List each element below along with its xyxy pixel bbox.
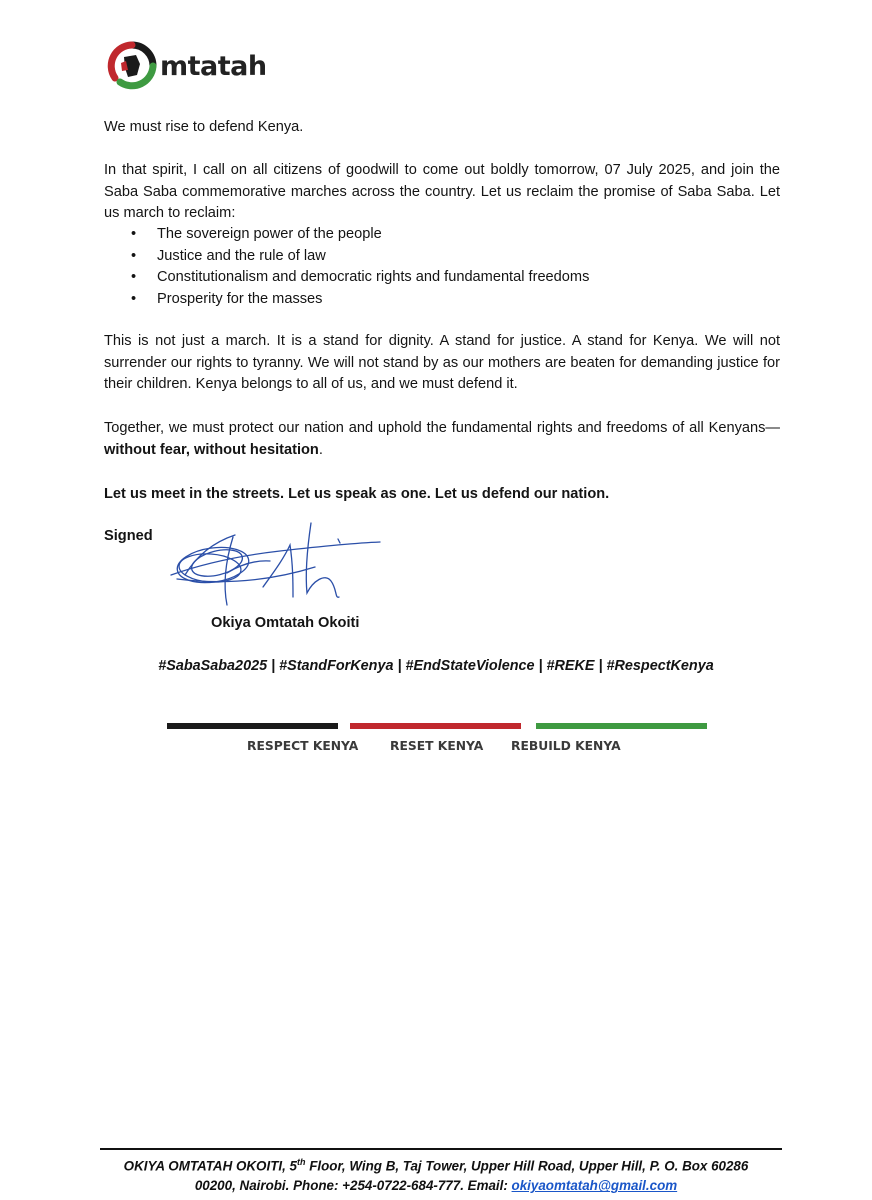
omtatah-emblem-icon: [106, 40, 158, 92]
logo-wordmark: mtatah: [160, 50, 267, 82]
list-item: • The sovereign power of the people: [104, 224, 744, 246]
footer-divider: [100, 1148, 782, 1150]
closing-line: Let us meet in the streets. Let us speak as one. Let us defend our nation.: [104, 486, 610, 502]
email-link[interactable]: okiyaomtatah@gmail.com: [511, 1178, 678, 1194]
slogan-rebuild-kenya: REBUILD KENYA: [511, 739, 621, 753]
together-paragraph: [104, 418, 780, 461]
slogan-banner: [0, 739, 872, 757]
together-text: Together, we must protect our nation and uphold the fundamental rights and freedoms of all Kenyans—: [104, 420, 780, 436]
green-stripe: [536, 723, 707, 729]
footer-line-1: [0, 1152, 872, 1176]
together-emphasis: without fear, without hesitation: [104, 441, 319, 458]
footer-line-2: [0, 1176, 872, 1196]
flag-stripes: [167, 723, 707, 729]
black-stripe: [167, 723, 338, 729]
contact-details: 00200, Nairobi. Phone: +254-0722-684-777. Email:: [194, 1178, 512, 1194]
reclaim-list: [104, 224, 744, 310]
spirit-paragraph: In that spirit, I call on all citizens of goodwill to come out boldly tomorrow, 07 July 2025, and join the Saba Saba commemorative marches across the country. Let us reclaim the promise of Saba Saba. Let us march to reclaim:: [104, 162, 780, 221]
footer-address: [0, 1152, 872, 1196]
slogan-reset-kenya: RESET KENYA: [390, 739, 484, 753]
march-paragraph: This is not just a march. It is a stand for dignity. A stand for justice. A stand for Kenya. We will not surrender our rights to tyranny. We will not stand by as our mothers are beaten for demanding justice for their children. Kenya belongs to all of us, and we must defend it.: [104, 333, 780, 392]
list-item: • Justice and the rule of law: [104, 246, 744, 268]
address-part-1: OKIYA OMTATAH OKOITI, 5: [123, 1158, 297, 1174]
list-item: • Constitutionalism and democratic rights and fundamental freedoms: [104, 267, 744, 289]
address-part-2: Floor, Wing B, Taj Tower, Upper Hill Road, Upper Hill, P. O. Box 60286: [305, 1158, 749, 1174]
hashtag-line: #SabaSaba2025 | #StandForKenya | #EndStateViolence | #REKE | #RespectKenya: [158, 658, 714, 674]
signed-label: Signed: [104, 528, 153, 544]
opening-line: We must rise to defend Kenya.: [104, 119, 304, 135]
letterhead-logo: [106, 40, 267, 92]
handwritten-signature: [165, 515, 390, 610]
slogan-respect-kenya: RESPECT KENYA: [247, 739, 359, 753]
red-stripe: [350, 723, 521, 729]
floor-suffix: th: [296, 1157, 306, 1167]
signer-name: Okiya Omtatah Okoiti: [211, 615, 360, 631]
list-item: • Prosperity for the masses: [104, 289, 744, 311]
together-end: .: [318, 441, 323, 458]
